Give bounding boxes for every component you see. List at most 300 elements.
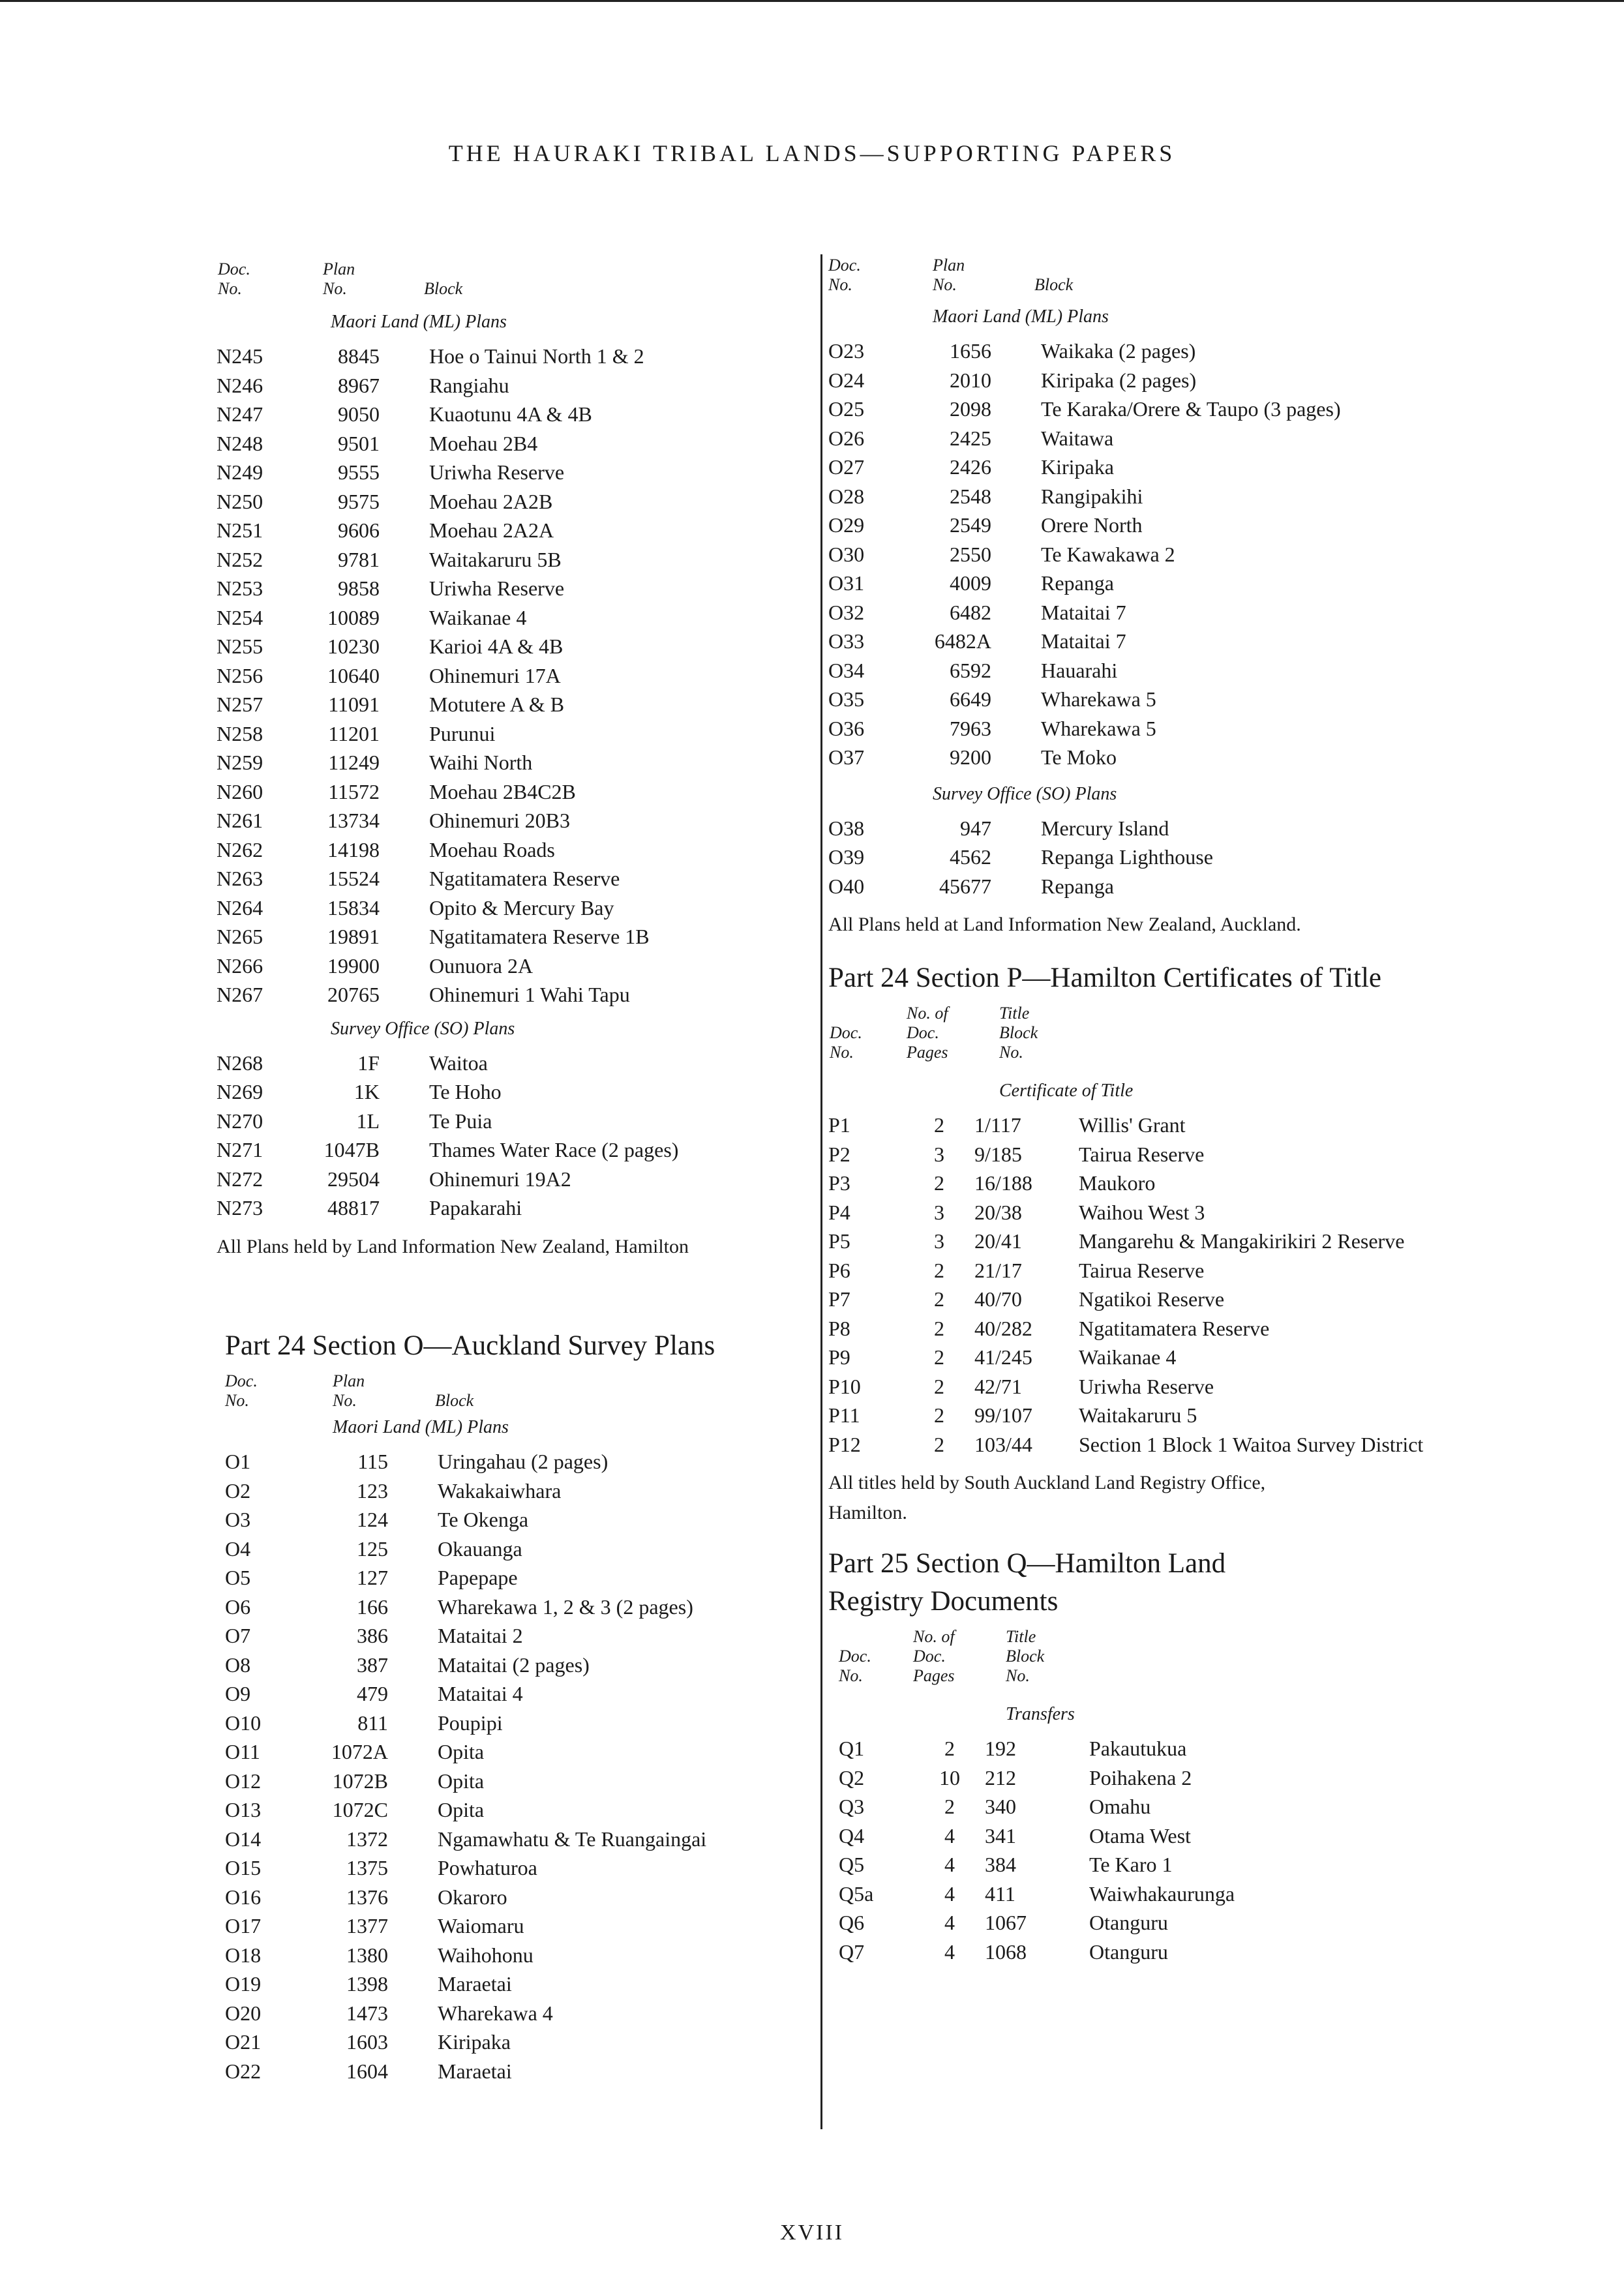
block-name: Mataitai 7 [1041, 629, 1126, 653]
block-name: Repanga [1041, 571, 1114, 595]
plan-number: 125 [357, 1536, 388, 1561]
plan-number: 6482A [934, 629, 991, 653]
doc-number: N263 [217, 867, 263, 890]
table-row [828, 424, 1441, 453]
n-so-table [217, 1049, 804, 1223]
block-name: Te Okenga [438, 1508, 529, 1531]
doc-number: O28 [828, 484, 865, 508]
title-block-number: 21/17 [974, 1258, 1022, 1282]
doc-number: N267 [217, 983, 263, 1006]
block-name: Wakakaiwhara [438, 1478, 562, 1503]
doc-no-header: Doc. No. [830, 1023, 862, 1062]
title-block-number: 20/38 [974, 1200, 1022, 1224]
block-name: Uriwha Reserve [1079, 1374, 1214, 1398]
plan-number: 15834 [327, 895, 380, 920]
block-name: Mangarehu & Mangakirikiri 2 Reserve [1079, 1229, 1405, 1253]
doc-number: N246 [217, 373, 263, 397]
title-block-number: 41/245 [974, 1345, 1032, 1369]
doc-number: N261 [217, 809, 263, 832]
plan-number: 811 [357, 1711, 388, 1735]
plan-number: 2550 [950, 542, 991, 566]
block-name: Tairua Reserve [1079, 1258, 1205, 1282]
block-name: Tairua Reserve [1079, 1142, 1205, 1166]
plan-number: 1603 [346, 2030, 388, 2054]
block-name: Waihou West 3 [1079, 1200, 1205, 1224]
plan-number: 6592 [950, 658, 991, 682]
plan-number: 6649 [950, 687, 991, 711]
block-name: Uringahau (2 pages) [438, 1450, 609, 1473]
doc-number: N251 [217, 518, 263, 542]
p-section-title: Part 24 Section P—Hamilton Certificates of Title [828, 963, 1381, 993]
doc-number: O38 [828, 816, 865, 840]
q-table [839, 1734, 1441, 1966]
doc-number: P3 [828, 1171, 850, 1195]
block-name: Rangiahu [429, 373, 509, 397]
table-row [828, 395, 1441, 424]
table-row [217, 371, 804, 400]
plan-number: 1656 [950, 339, 991, 363]
block-name: Okauanga [438, 1536, 522, 1561]
block-name: Te Karaka/Orere & Taupo (3 pages) [1041, 397, 1341, 421]
table-row [217, 719, 804, 749]
p-subhead: Certificate of Title [999, 1081, 1134, 1101]
table-row [225, 1825, 812, 1854]
plan-number: 1376 [346, 1885, 388, 1909]
plan-number: 1377 [346, 1914, 388, 1937]
table-row [225, 1737, 812, 1767]
table-row [225, 1883, 812, 1912]
plan-number: 1047B [323, 1138, 380, 1161]
doc-number: Q2 [839, 1765, 865, 1789]
table-row [217, 980, 804, 1010]
block-name: Wharekawa 5 [1041, 716, 1156, 740]
doc-pages: 2 [934, 1374, 944, 1398]
doc-number: O12 [225, 1769, 262, 1793]
plan-number: 9606 [338, 518, 380, 542]
plan-number: 19900 [327, 953, 380, 978]
table-row [225, 1476, 812, 1506]
table-row [839, 1792, 1441, 1821]
plan-number: 1473 [346, 2001, 388, 2025]
table-row [217, 342, 804, 371]
doc-number: O23 [828, 339, 865, 363]
block-name: Wharekawa 1, 2 & 3 (2 pages) [438, 1594, 693, 1619]
doc-pages: 2 [934, 1432, 944, 1456]
doc-number: O39 [828, 845, 865, 869]
table-row [225, 1999, 812, 2028]
block-name: Wharekawa 5 [1041, 687, 1156, 711]
table-row [217, 487, 804, 516]
block-name: Poupipi [438, 1711, 503, 1735]
table-row [217, 400, 804, 429]
block-name: Repanga Lighthouse [1041, 845, 1213, 869]
block-name: Waikanae 4 [1079, 1345, 1177, 1369]
plan-number: 387 [357, 1653, 388, 1677]
table-row [828, 743, 1441, 772]
doc-number: O31 [828, 571, 865, 595]
block-name: Kiripaka [438, 2030, 511, 2054]
table-row [217, 516, 804, 545]
doc-number: O16 [225, 1885, 262, 1909]
doc-number: N266 [217, 953, 263, 978]
plan-number: 1072C [332, 1798, 388, 1821]
block-name: Purunui [429, 721, 496, 745]
block-name: Kiripaka (2 pages) [1041, 368, 1197, 392]
table-row [828, 714, 1441, 743]
block-name: Waikanae 4 [429, 605, 527, 629]
block-name: Waiomaru [438, 1914, 524, 1937]
block-name: Te Puia [429, 1109, 492, 1133]
block-header: Block [435, 1391, 474, 1410]
doc-number: N245 [217, 344, 263, 368]
doc-number: O36 [828, 716, 865, 740]
plan-number: 1398 [346, 1972, 388, 1996]
table-row [217, 893, 804, 923]
table-row [839, 1821, 1441, 1851]
block-name: Rangipakihi [1041, 484, 1143, 508]
block-name: Uriwha Reserve [429, 576, 565, 600]
block-name: Mataitai 4 [438, 1682, 523, 1705]
o-so-subhead: Survey Office (SO) Plans [933, 783, 1117, 804]
table-row [225, 2027, 812, 2057]
table-row [828, 1314, 1441, 1343]
block-name: Okaroro [438, 1885, 507, 1909]
table-row [225, 2057, 812, 2086]
doc-number: O40 [828, 874, 865, 898]
table-row [839, 1850, 1441, 1879]
block-name: Kuaotunu 4A & 4B [429, 402, 592, 426]
table-row [839, 1937, 1441, 1967]
doc-number: Q3 [839, 1795, 865, 1818]
doc-number: O2 [225, 1478, 251, 1503]
q-column-header [828, 1627, 1441, 1704]
doc-number: O18 [225, 1943, 262, 1967]
table-row [217, 1193, 804, 1223]
doc-number: N256 [217, 663, 263, 687]
table-row [217, 1165, 804, 1194]
doc-pages: 10 [939, 1765, 960, 1789]
doc-number: P9 [828, 1345, 850, 1369]
table-row [217, 661, 804, 691]
doc-number: O4 [225, 1536, 251, 1561]
n-ml-subhead: Maori Land (ML) Plans [331, 312, 507, 332]
table-row [828, 1256, 1441, 1285]
plan-number: 9858 [338, 576, 380, 600]
doc-pages: 4 [944, 1911, 955, 1934]
table-row [225, 1534, 812, 1564]
block-name: Orere North [1041, 513, 1143, 537]
block-name: Hoe o Tainui North 1 & 2 [429, 344, 644, 368]
doc-number: O13 [225, 1798, 262, 1821]
plan-number: 11572 [328, 779, 380, 803]
doc-number: P2 [828, 1142, 850, 1166]
block-name: Thames Water Race (2 pages) [429, 1138, 679, 1161]
plan-number: 166 [357, 1594, 388, 1619]
plan-number: 14198 [327, 837, 380, 861]
plan-number: 9555 [338, 460, 380, 484]
block-name: Repanga [1041, 874, 1114, 898]
doc-number: O11 [225, 1740, 260, 1763]
table-row [225, 1795, 812, 1825]
plan-number: 11201 [328, 721, 380, 745]
doc-number: N254 [217, 605, 263, 629]
block-name: Karioi 4A & 4B [429, 635, 564, 658]
block-name: Waihohonu [438, 1943, 534, 1967]
plan-number: 2010 [950, 368, 991, 392]
plan-number: 2426 [950, 455, 991, 479]
n-column-header [217, 260, 804, 338]
plan-number: 4562 [950, 845, 991, 869]
plan-number: 479 [357, 1682, 388, 1705]
plan-number: 386 [357, 1624, 388, 1647]
block-name: Waitakaruru 5 [1079, 1403, 1197, 1427]
doc-number: N252 [217, 547, 263, 571]
doc-number: N271 [217, 1138, 263, 1161]
doc-number: N270 [217, 1109, 263, 1133]
title-block-header: Title Block No. [999, 1004, 1038, 1062]
table-row [839, 1908, 1441, 1937]
table-row [225, 1505, 812, 1534]
doc-number: O3 [225, 1508, 251, 1531]
table-row [839, 1734, 1441, 1763]
doc-no-header: Doc. No. [828, 256, 861, 294]
plan-number: 1072A [331, 1740, 388, 1763]
doc-number: O8 [225, 1653, 251, 1677]
block-name: Ounuora 2A [429, 953, 534, 978]
block-name: Ngatitamatera Reserve [1079, 1316, 1270, 1340]
block-name: Te Moko [1041, 745, 1117, 769]
plan-number: 13734 [327, 809, 380, 832]
doc-number: N260 [217, 779, 263, 803]
plan-number: 1372 [346, 1827, 388, 1851]
title-block-number: 341 [985, 1823, 1016, 1848]
block-name: Maraetai [438, 2059, 512, 2083]
page-header: THE HAURAKI TRIBAL LANDS—SUPPORTING PAPERS [448, 140, 1176, 166]
table-row [828, 1198, 1441, 1227]
block-name: Powhaturoa [438, 1856, 537, 1879]
table-row [217, 864, 804, 893]
block-name: Papepape [438, 1566, 518, 1589]
block-name: Poihakena 2 [1089, 1765, 1192, 1789]
table-row [217, 603, 804, 633]
doc-number: O24 [828, 368, 865, 392]
o-column-header [225, 1371, 812, 1417]
doc-number: N262 [217, 837, 263, 861]
block-name: Te Kawakawa 2 [1041, 542, 1175, 566]
plan-number: 10230 [327, 635, 380, 658]
doc-number: O29 [828, 513, 865, 537]
table-row [828, 1401, 1441, 1430]
block-name: Te Karo 1 [1089, 1853, 1173, 1876]
plan-number: 1380 [346, 1943, 388, 1967]
table-row [839, 1763, 1441, 1793]
left-column [217, 260, 804, 1262]
o-ml-subhead: Maori Land (ML) Plans [333, 1417, 509, 1437]
table-row [828, 598, 1441, 627]
doc-number: P7 [828, 1287, 850, 1311]
plan-number: 1K [353, 1080, 380, 1103]
plan-number: 9200 [950, 745, 991, 769]
title-block-number: 16/188 [974, 1171, 1032, 1195]
doc-number: N248 [217, 431, 263, 455]
table-row [225, 1621, 812, 1651]
block-name: Waitakaruru 5B [429, 547, 562, 571]
block-name: Ngatitamatera Reserve 1B [429, 925, 650, 948]
block-name: Moehau 2B4 [429, 431, 538, 455]
doc-number: P6 [828, 1258, 850, 1282]
title-block-number: 40/70 [974, 1287, 1022, 1311]
doc-number: N247 [217, 402, 263, 426]
table-row [828, 569, 1441, 598]
plan-number: 8967 [338, 373, 380, 397]
doc-number: O25 [828, 397, 865, 421]
doc-number: O20 [225, 2001, 262, 2025]
doc-number: N268 [217, 1051, 263, 1075]
o-note: All Plans held at Land Information New Zealand, Auckland. [828, 914, 1301, 935]
block-name: Opita [438, 1769, 485, 1793]
doc-pages: 3 [934, 1229, 944, 1253]
p-note: All titles held by South Auckland Land Registry Office, Hamilton. [828, 1472, 1266, 1523]
plan-number: 9781 [338, 547, 380, 571]
doc-number: N258 [217, 721, 263, 745]
table-row [225, 1969, 812, 1999]
doc-number: O1 [225, 1450, 251, 1473]
plan-number: 9050 [338, 402, 380, 426]
table-row [828, 1372, 1441, 1401]
o-ml-subhead-right: Maori Land (ML) Plans [933, 307, 1109, 327]
block-name: Waitoa [429, 1051, 488, 1075]
table-row [828, 656, 1441, 685]
doc-pages: 2 [934, 1345, 944, 1369]
block-name: Waitawa [1041, 426, 1114, 450]
block-name: Ngatitamatera Reserve [429, 867, 620, 890]
table-row [217, 1135, 804, 1165]
plan-number: 9501 [338, 431, 380, 455]
plan-number: 10089 [327, 605, 380, 629]
plan-number: 124 [357, 1508, 388, 1531]
table-row [217, 429, 804, 458]
table-row [217, 951, 804, 981]
plan-number: 15524 [327, 867, 380, 890]
n-so-subhead: Survey Office (SO) Plans [331, 1018, 515, 1039]
plan-no-header: Plan No. [333, 1371, 365, 1410]
title-block-number: 1068 [985, 1939, 1027, 1964]
table-row [217, 632, 804, 661]
o-ml-table-right [828, 337, 1441, 772]
q-subhead: Transfers [1006, 1704, 1075, 1724]
table-row [828, 511, 1441, 540]
table-row [217, 1077, 804, 1107]
block-name: Pakautukua [1089, 1737, 1187, 1760]
doc-number: O32 [828, 600, 865, 624]
block-name: Mataitai (2 pages) [438, 1653, 590, 1677]
table-row [828, 685, 1441, 714]
plan-number: 2098 [950, 397, 991, 421]
table-row [828, 1111, 1441, 1140]
table-row [828, 1227, 1441, 1256]
table-row [828, 366, 1441, 395]
table-row [828, 540, 1441, 569]
doc-number: N253 [217, 576, 263, 600]
table-row [828, 814, 1441, 843]
doc-pages: 2 [944, 1737, 955, 1760]
doc-pages: 4 [944, 1823, 955, 1848]
title-block-number: 40/282 [974, 1316, 1032, 1340]
doc-number: N250 [217, 489, 263, 513]
table-row [828, 843, 1441, 872]
table-row [217, 748, 804, 777]
plan-number: 10640 [327, 663, 380, 687]
doc-number: O21 [225, 2030, 262, 2054]
plan-number: 1F [357, 1051, 380, 1075]
block-name: Moehau 2A2A [429, 518, 554, 542]
left-column-lower [225, 1327, 812, 2086]
doc-number: O22 [225, 2059, 262, 2083]
table-row [225, 1853, 812, 1883]
table-row [828, 1140, 1441, 1169]
block-header: Block [424, 279, 463, 298]
doc-pages: 3 [934, 1200, 944, 1224]
block-name: Mataitai 7 [1041, 600, 1126, 624]
block-name: Moehau 2B4C2B [429, 779, 576, 803]
plan-number: 947 [960, 816, 991, 840]
title-block-number: 1067 [985, 1911, 1027, 1934]
title-block-number: 42/71 [974, 1374, 1022, 1398]
title-block-number: 192 [985, 1737, 1016, 1760]
block-name: Otanguru [1089, 1911, 1168, 1934]
block-name: Mataitai 2 [438, 1624, 523, 1647]
block-name: Ohinemuri 17A [429, 663, 561, 687]
block-name: Opita [438, 1798, 485, 1821]
table-row [217, 574, 804, 603]
doc-pages: 2 [934, 1113, 944, 1137]
table-row [217, 835, 804, 865]
title-block-header: Title Block No. [1006, 1627, 1045, 1685]
plan-number: 45677 [939, 874, 991, 898]
p-column-header [828, 1004, 1441, 1081]
plan-number: 8845 [338, 344, 380, 368]
plan-number: 1604 [346, 2059, 388, 2083]
block-name: Hauarahi [1041, 658, 1118, 682]
doc-number: Q7 [839, 1939, 865, 1964]
top-rule [0, 0, 1624, 2]
p-table [828, 1111, 1441, 1459]
doc-no-header: Doc. No. [218, 260, 250, 298]
doc-pages: 2 [934, 1171, 944, 1195]
block-header: Block [1034, 275, 1074, 294]
n-ml-table [217, 342, 804, 1010]
table-row [225, 1767, 812, 1796]
doc-pages: 2 [934, 1316, 944, 1340]
doc-number: Q4 [839, 1823, 865, 1848]
plan-number: 2425 [950, 426, 991, 450]
doc-number: O33 [828, 629, 865, 653]
table-row [828, 1285, 1441, 1314]
table-row [225, 1911, 812, 1941]
doc-number: N264 [217, 895, 263, 920]
block-name: Mercury Island [1041, 816, 1169, 840]
plan-number: 19891 [327, 925, 380, 948]
block-name: Opita [438, 1740, 485, 1763]
block-name: Waihi North [429, 751, 533, 774]
doc-number: Q5a [839, 1881, 874, 1906]
table-row [217, 690, 804, 719]
doc-number: O37 [828, 745, 865, 769]
table-row [217, 1049, 804, 1078]
table-row [217, 458, 804, 487]
n-note: All Plans held by Land Information New Zealand, Hamilton [217, 1235, 689, 1257]
doc-pages-header: No. of Doc. Pages [913, 1627, 955, 1685]
